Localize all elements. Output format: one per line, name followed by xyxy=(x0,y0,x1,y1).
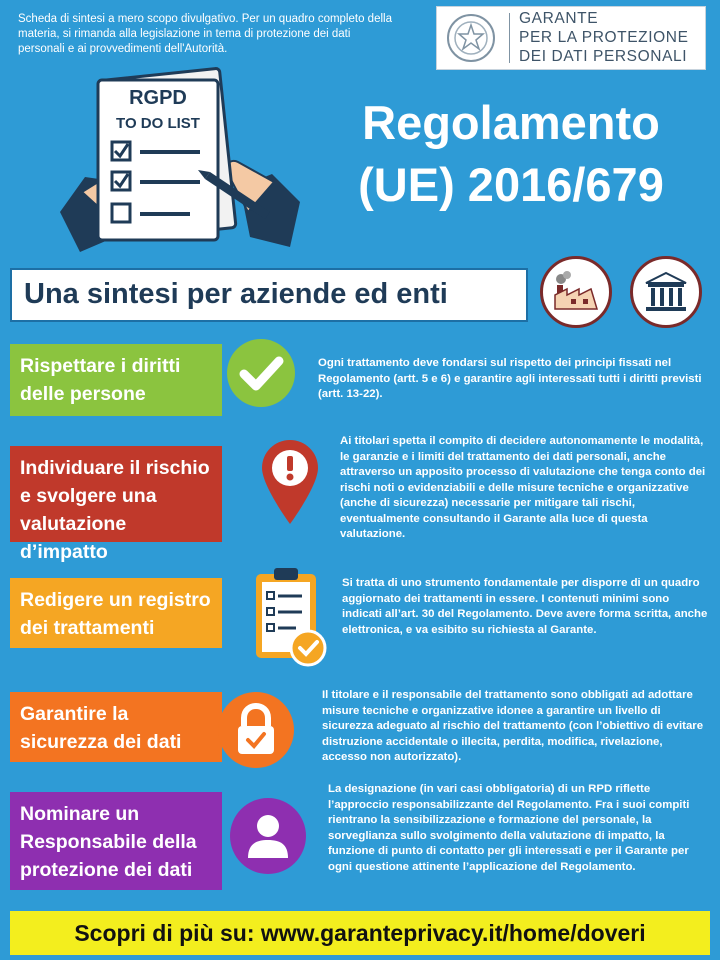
section-risk-description: Ai titolari spetta il compito di decidere autonomamente le modalità, le garanzie e i limiti del trattamento dei dati personali, anche attraverso un apposito processo di valutazione che tenga conto dei rischi noti o evidenziabili e delle misure tecniche e organizzative (anche di sicurezza) necessarie per mitigare tali rischi, eventualmente consultando il Garante alla luce di questa valutazione. xyxy=(340,435,706,540)
title-line-1: Regolamento xyxy=(362,96,660,149)
institution-building-icon xyxy=(630,256,702,328)
section-title-line: protezione dei dati xyxy=(20,859,193,881)
section-title-line: e svolgere una xyxy=(20,485,157,507)
garante-line-2: PER LA PROTEZIONE xyxy=(519,29,689,46)
person-icon xyxy=(228,796,308,876)
clipboard-checklist-icon xyxy=(250,564,330,670)
italian-emblem-icon xyxy=(445,12,497,64)
section-title-line: sicurezza dei dati xyxy=(20,731,182,753)
section-rights-box xyxy=(10,344,222,416)
section-title-line: dei trattamenti xyxy=(20,617,155,639)
section-rights-description: Ogni trattamento deve fondarsi sul rispetto dei principi fissati nel Regolamento (artt. 5 e 6) e garantire agli interessati tutti i diritti previsti (artt. 13-22). xyxy=(318,357,702,400)
factory-icon xyxy=(540,256,612,328)
section-register-box xyxy=(10,578,222,648)
section-security-box xyxy=(10,692,222,762)
padlock-icon xyxy=(216,690,296,770)
section-title-line: valutazione d’impatto xyxy=(20,513,127,563)
garante-line-3: DEI DATI PERSONALI xyxy=(519,48,688,65)
section-title-line: Responsabile della xyxy=(20,831,197,853)
section-title-line: Rispettare i diritti xyxy=(20,355,181,377)
section-dpo-box xyxy=(10,792,222,890)
footer-link-text[interactable]: Scopri di più su: www.garanteprivacy.it/home/doveri xyxy=(74,920,646,946)
regulation-title xyxy=(312,92,710,216)
section-title-line: Nominare un xyxy=(20,803,140,825)
section-security-description: Il titolare e il responsabile del trattamento sono obbligati ad adottare misure tecniche e organizzative idonee a garantire un livello di sicurezza adeguato al rischio del trattamento (con l’obiettivo di evitare distruzione accidentale o illecita, perdita, modifica, rivelazione, accesso non autorizzato). xyxy=(322,689,704,763)
garante-logo xyxy=(436,6,706,70)
section-title-line: Individuare il rischio xyxy=(20,457,210,479)
footer-banner xyxy=(10,911,710,955)
disclaimer-text: Scheda di sintesi a mero scopo divulgativo. Per un quadro completo della materia, si rimanda alla legislazione in tema di protezione dei dati personali e ai provvedimenti dell'Autorità. xyxy=(18,13,392,55)
section-title-line: Redigere un registro xyxy=(20,589,211,611)
garante-line-1: GARANTE xyxy=(519,10,599,27)
logo-divider xyxy=(509,13,510,63)
warning-pin-icon xyxy=(258,438,322,526)
section-register-description: Si tratta di uno strumento fondamentale per disporre di un quadro aggiornato dei trattamenti in essere. I contenuti minimi sono indicati all’art. 30 del Regolamento. Deve avere forma scritta, anche elettronica, e va esibito su richiesta al Garante. xyxy=(342,577,708,636)
section-title-line: delle persone xyxy=(20,383,146,405)
section-risk-box xyxy=(10,446,222,563)
paper-subtitle: TO DO LIST xyxy=(116,115,200,132)
section-title-line: Garantire la xyxy=(20,703,129,725)
section-dpo-description: La designazione (in vari casi obbligatoria) di un RPD riflette l’approccio responsabilizzante del Regolamento. Fra i suoi compiti rientrano la sensibilizzazione e formazione del personale, la sorveglianza sullo svolgimento della valutazione di impatto, la funzione di punto di contatto per gli interessati e per il Garante per ogni questione attinente l’applicazione del Regolamento. xyxy=(328,783,690,873)
subtitle-text: Una sintesi per aziende ed enti xyxy=(24,278,448,310)
todo-list-illustration xyxy=(60,62,300,262)
checkmark-icon xyxy=(224,336,298,410)
title-line-2: (UE) 2016/679 xyxy=(358,158,664,211)
subtitle-banner xyxy=(10,268,528,322)
paper-title: RGPD xyxy=(129,87,187,109)
